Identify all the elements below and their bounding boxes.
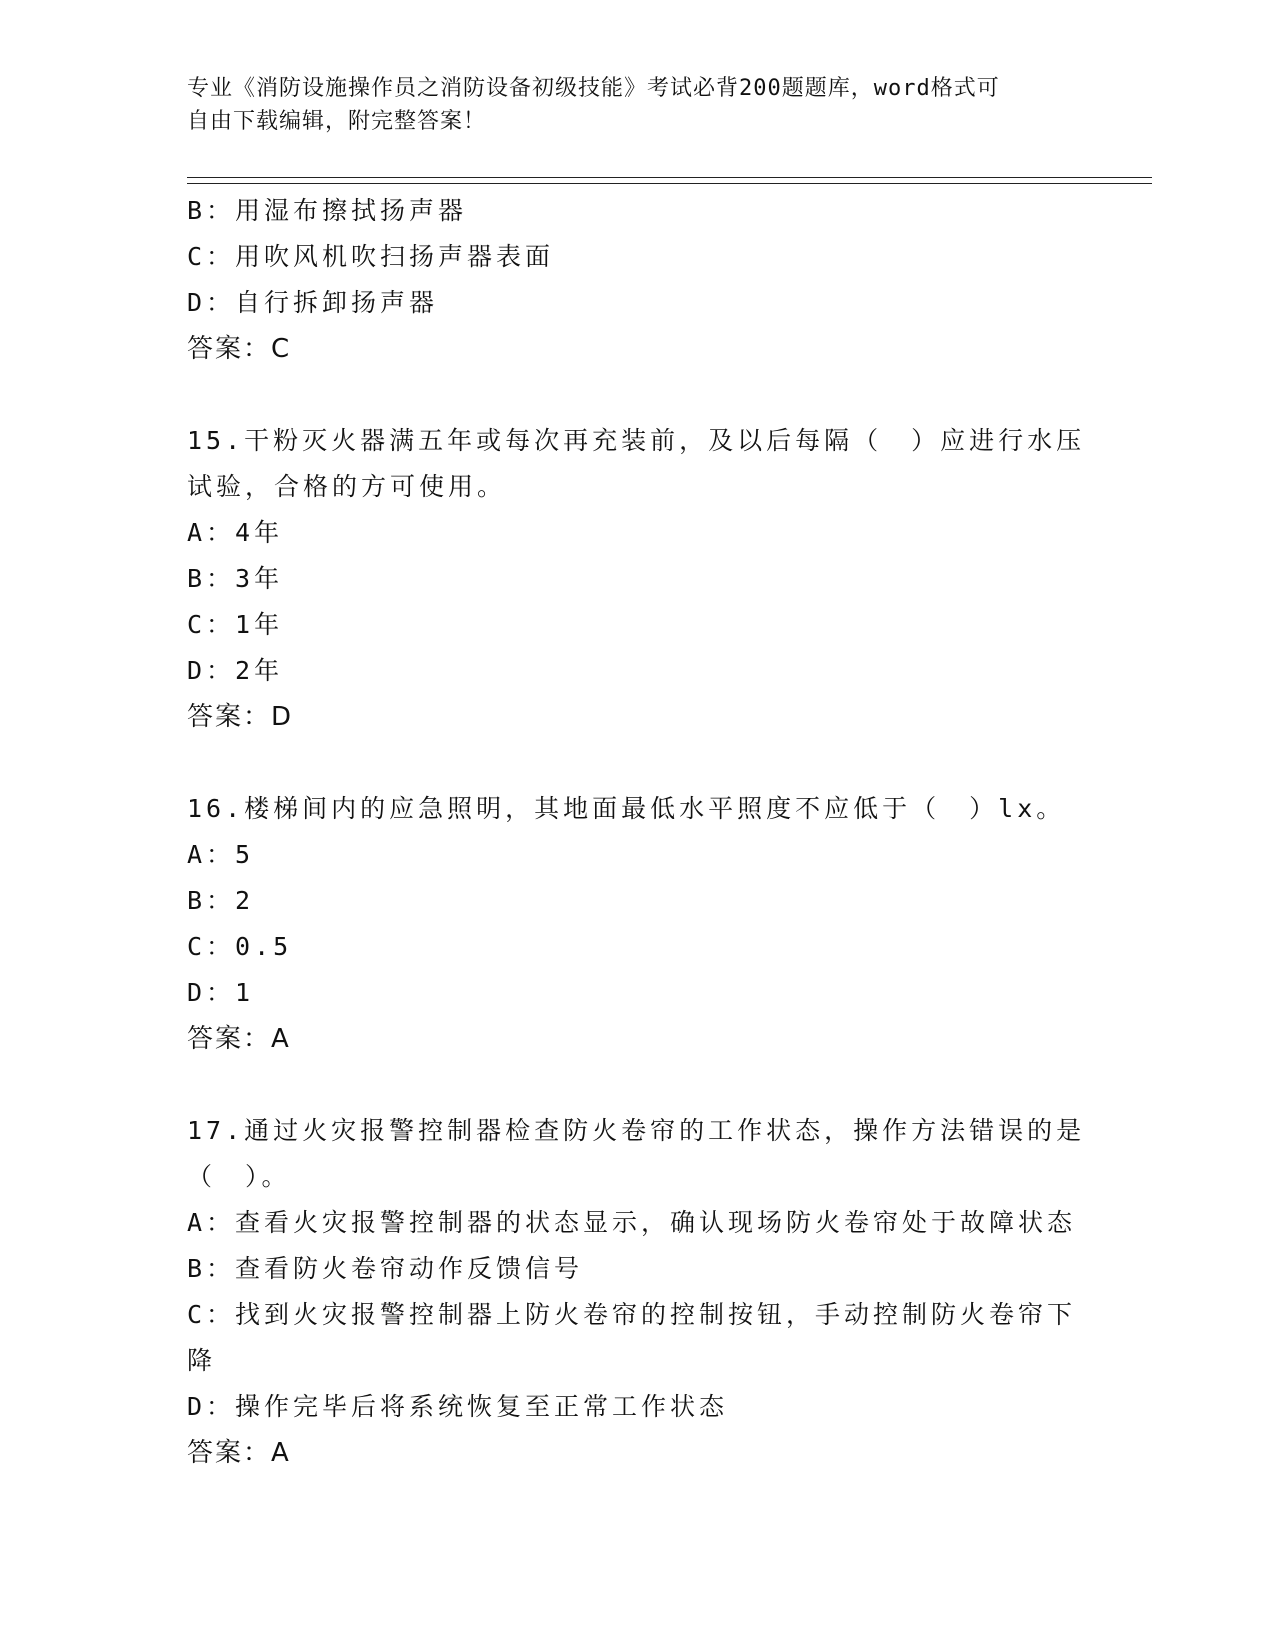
- previous-question-block: [187, 188, 1087, 372]
- option-c: C：0.5: [187, 932, 293, 961]
- spacer: [187, 740, 1087, 786]
- option-d: D：2年: [187, 656, 284, 685]
- spacer: [187, 1062, 1087, 1108]
- option-b: B：3年: [187, 564, 284, 593]
- answer-line: 答案：D: [187, 702, 294, 732]
- option-c: C：找到火灾报警控制器上防火卷帘的控制按钮，手动控制防火卷帘下: [187, 1300, 1077, 1329]
- document-header: [187, 72, 1067, 138]
- header-divider-top: [187, 177, 1152, 178]
- question-content: [187, 188, 1087, 1476]
- option-d: D：自行拆卸扬声器: [187, 288, 439, 317]
- option-d: D：操作完毕后将系统恢复至正常工作状态: [187, 1392, 729, 1421]
- option-a: A：查看火灾报警控制器的状态显示，确认现场防火卷帘处于故障状态: [187, 1208, 1077, 1237]
- question-block-15: [187, 418, 1087, 740]
- option-d: D：1: [187, 978, 255, 1007]
- option-a: A：4年: [187, 518, 284, 547]
- header-divider-bottom: [187, 183, 1152, 184]
- option-c: C：1年: [187, 610, 284, 639]
- spacer: [187, 372, 1087, 418]
- question-text-line: 试验，合格的方可使用。: [187, 472, 507, 501]
- question-text-line: 16.楼梯间内的应急照明，其地面最低水平照度不应低于（ ）lx。: [187, 794, 1066, 823]
- option-a: A：5: [187, 840, 255, 869]
- question-block-16: [187, 786, 1087, 1062]
- answer-line: 答案：C: [187, 334, 292, 364]
- option-c-continued: 降: [187, 1346, 217, 1375]
- answer-line: 答案：A: [187, 1024, 291, 1054]
- header-line-2: 自由下载编辑，附完整答案！: [187, 109, 487, 134]
- question-block-17: [187, 1108, 1087, 1476]
- answer-line: 答案：A: [187, 1438, 291, 1468]
- question-text-line: （ ）。: [187, 1162, 291, 1191]
- option-b: B：2: [187, 886, 255, 915]
- option-b: B：用湿布擦拭扬声器: [187, 196, 468, 225]
- header-line-1: 专业《消防设施操作员之消防设备初级技能》考试必背200题题库，word格式可: [187, 76, 1000, 101]
- option-b: B：查看防火卷帘动作反馈信号: [187, 1254, 584, 1283]
- option-c: C：用吹风机吹扫扬声器表面: [187, 242, 555, 271]
- question-text-line: 17.通过火灾报警控制器检查防火卷帘的工作状态，操作方法错误的是: [187, 1116, 1086, 1145]
- question-text-line: 15.干粉灭火器满五年或每次再充装前，及以后每隔（ ）应进行水压: [187, 426, 1086, 455]
